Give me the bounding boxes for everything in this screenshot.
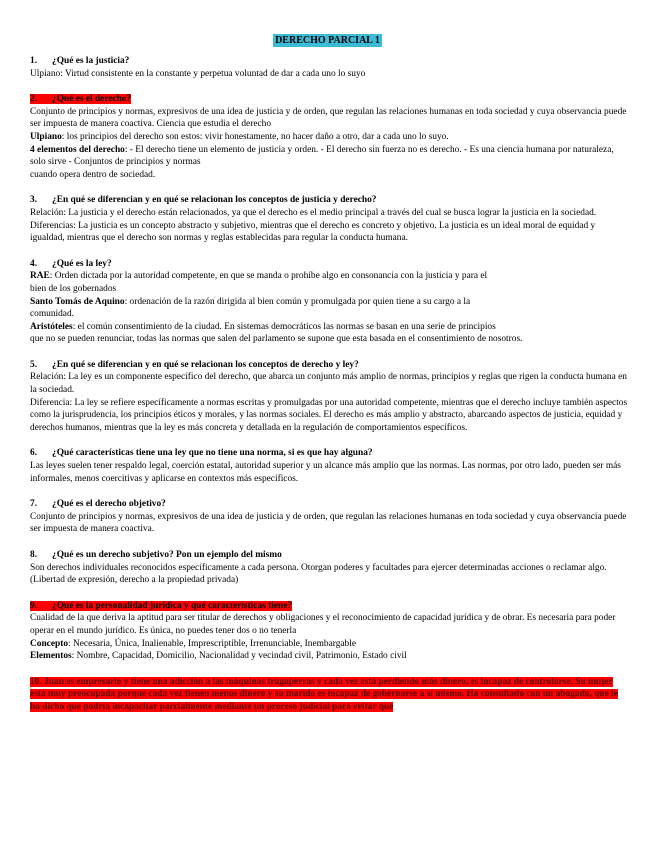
term-text: : Necesaria, Única, Inalienable, Imprescriptible, Irrenunciable, Inembargable bbox=[68, 638, 357, 649]
answer-paragraph: comunidad. bbox=[30, 309, 75, 320]
answer-paragraph: Conjunto de principios y normas, expresivos de una idea de justicia y de orden, que regulan las relaciones humanas en toda sociedad y cuya observancia puede ser impuesta de manera coactiva. Ciencia que estudia el derecho bbox=[30, 106, 627, 130]
question-number: 1. bbox=[30, 56, 38, 66]
question-text: ¿Qué características tiene una ley que no tiene una norma, si es que hay alguna? bbox=[52, 448, 373, 459]
answer-paragraph bbox=[30, 321, 630, 334]
term-label: Aristóteles bbox=[30, 321, 73, 332]
answer-paragraph: Cualidad de la que deriva la aptitud para ser titular de derechos y obligaciones y el reconocimiento de capacidad jurídica y de obrar. Es necesaria para poder operar en el mundo jurídico. Es única, no puedes tener dos o no tenerla bbox=[30, 613, 616, 636]
answer-paragraph: Diferencia: La ley se refiere específicamente a normas escritas y promulgadas por una autoridad competente, mientras que el derecho incluye también aspectos como la jurisprudencia, los principios éticos y morales, y las normas sociales. El derecho es más amplio y abstracto, abarcando aspectos de justicia, equidad y derechos humanos, mientras que la ley es más concreta y detallada en la regulación de comportamientos específicos. bbox=[30, 397, 628, 433]
term-label: Santo Tomás de Aquino bbox=[30, 296, 125, 307]
answer-paragraph bbox=[30, 296, 630, 309]
answer-paragraph: Las leyes suelen tener respaldo legal, coerción estatal, autoridad superior y un alcance más amplio que las normas. Las normas, por otro lado, pueden ser más informales, menos coercitivas y aplicarse en contextos más específicos. bbox=[30, 461, 621, 484]
section-7 bbox=[30, 498, 630, 536]
section-5 bbox=[30, 359, 630, 435]
question-text: ¿En qué se diferencian y en qué se relacionan los conceptos de derecho y ley? bbox=[52, 359, 359, 370]
question-text: ¿Qué es la ley? bbox=[52, 258, 112, 269]
section-6 bbox=[30, 447, 630, 485]
answer-paragraph bbox=[30, 270, 630, 283]
answer-paragraph: Conjunto de principios y normas, expresivos de una idea de justicia y de orden, que regulan las relaciones humanas en toda sociedad y cuya observancia puede ser impuesta de manera coactiva. bbox=[30, 511, 627, 535]
highlighted-question bbox=[30, 94, 131, 104]
term-label: Elementos bbox=[30, 651, 72, 662]
answer-paragraph bbox=[30, 650, 630, 663]
question-text: ¿Qué es el derecho objetivo? bbox=[52, 499, 166, 510]
section-9 bbox=[30, 600, 630, 663]
section-4 bbox=[30, 258, 630, 346]
answer-paragraph: Relación: La ley es un componente específico del derecho, que abarca un conjunto más amplio de normas, principios y reglas que rigen la conducta humana en la sociedad. bbox=[30, 372, 627, 396]
question-heading bbox=[30, 549, 630, 562]
question-heading bbox=[30, 600, 630, 613]
question-heading bbox=[30, 55, 630, 68]
question-text: ¿Qué es la justicia? bbox=[52, 56, 130, 66]
term-text: : los principios del derecho son estos: vivir honestamente, no hacer daño a otro, dar a cada uno lo suyo. bbox=[61, 131, 449, 142]
term-label: Ulpiano bbox=[30, 131, 62, 142]
term-label: 4 elementos del derecho bbox=[30, 144, 125, 155]
question-heading bbox=[30, 498, 630, 511]
term-label: RAE bbox=[30, 271, 50, 282]
question-number: 5. bbox=[30, 359, 38, 370]
question-heading bbox=[30, 258, 630, 271]
question-text: ¿Qué es el derecho? bbox=[52, 94, 132, 105]
answer-paragraph: Relación: La justicia y el derecho están relacionados, ya que el derecho es el medio principal a través del cual se busca lograr la justicia en la sociedad. bbox=[30, 207, 597, 218]
question-text: ¿En qué se diferencian y en qué se relacionan los conceptos de justicia y derecho? bbox=[52, 195, 377, 206]
term-text: : el común consentimiento de la ciudad. En sistemas democráticos las normas se basan en una serie de principios bbox=[72, 321, 496, 332]
answer-paragraph: Son derechos individuales reconocidos específicamente a cada persona. Otorgan poderes y facultades para ejercer determinadas acciones o reclamar algo. (Libertad de expresión, derecho a la propiedad privada) bbox=[30, 562, 607, 586]
question-number: 8. bbox=[30, 550, 38, 560]
answer-paragraph bbox=[30, 144, 630, 169]
section-3 bbox=[30, 194, 630, 244]
answer-paragraph: Diferencias: La justicia es un concepto abstracto y subjetivo, mientras que el derecho es concreto y objetivo. La justicia es un ideal moral de equidad y igualdad, mientras que el derecho son normas y reglas establecidas para regular la conducta humana. bbox=[30, 220, 596, 244]
section-10 bbox=[30, 676, 630, 714]
question-number: 2. bbox=[30, 94, 38, 105]
document-content bbox=[30, 55, 630, 727]
section-2 bbox=[30, 93, 630, 181]
highlighted-question bbox=[30, 601, 292, 611]
term-text: : Orden dictada por la autoridad competente, en que se manda o prohíbe algo en consonancia con la justicia y para el bbox=[49, 271, 488, 282]
term-text: : Nombre, Capacidad, Domicilio, Nacionalidad y vecindad civil, Patrimonio, Estado civil bbox=[71, 651, 407, 662]
question-number: 3. bbox=[30, 195, 38, 206]
question-text: ¿Qué es la personalidad jurídica y qué características tiene? bbox=[52, 600, 293, 611]
term-label: Concepto bbox=[30, 638, 69, 649]
answer-paragraph: Ulpiano: Virtud consistente en la constante y perpetua voluntad de dar a cada uno lo suyo bbox=[30, 68, 366, 79]
question-text: 10. Juan es empresario y tiene una adicción a las máquinas tragaperras y cada vez está perdiendo más dinero, es incapaz de controlarse. Su mujer está muy preocupada porque cada vez tienen menos dinero y su marido es incapaz de gobernarse a sí mismo. Ha consultado con un abogado, que le ha dicho que podría incapacitar parcialmente mediante un proceso judicial para evitar que bbox=[30, 676, 618, 712]
section-8 bbox=[30, 549, 630, 587]
question-heading bbox=[30, 359, 630, 372]
question-number: 7. bbox=[30, 499, 38, 510]
answer-paragraph bbox=[30, 131, 630, 144]
document-title: DERECHO PARCIAL 1 bbox=[275, 35, 380, 46]
question-number: 6. bbox=[30, 448, 38, 459]
answer-paragraph: bien de los gobernados bbox=[30, 283, 117, 294]
highlighted-question-block bbox=[30, 676, 630, 714]
title-container bbox=[0, 30, 655, 48]
term-text: : - El derecho tiene un elemento de justicia y orden. - El derecho sin fuerza no es derecho. - Es una ciencia humana por naturaleza, solo sirve - Conjuntos de principios y normas bbox=[30, 144, 614, 168]
question-heading bbox=[30, 93, 630, 106]
answer-paragraph: cuando opera dentro de sociedad. bbox=[30, 169, 156, 180]
section-1 bbox=[30, 55, 630, 80]
question-number: 9. bbox=[30, 600, 38, 611]
question-text: ¿Qué es un derecho subjetivo? Pon un ejemplo del mismo bbox=[52, 550, 282, 560]
answer-paragraph bbox=[30, 638, 630, 651]
answer-paragraph: que no se pueden renunciar, todas las normas que salen del parlamento se supone que esta basada en el consentimiento de nosotros. bbox=[30, 334, 523, 345]
question-heading bbox=[30, 447, 630, 460]
question-number: 4. bbox=[30, 258, 38, 269]
question-heading bbox=[30, 194, 630, 207]
term-text: : ordenación de la razón dirigida al bien común y promulgada por quien tiene a su cargo a la bbox=[124, 296, 471, 307]
